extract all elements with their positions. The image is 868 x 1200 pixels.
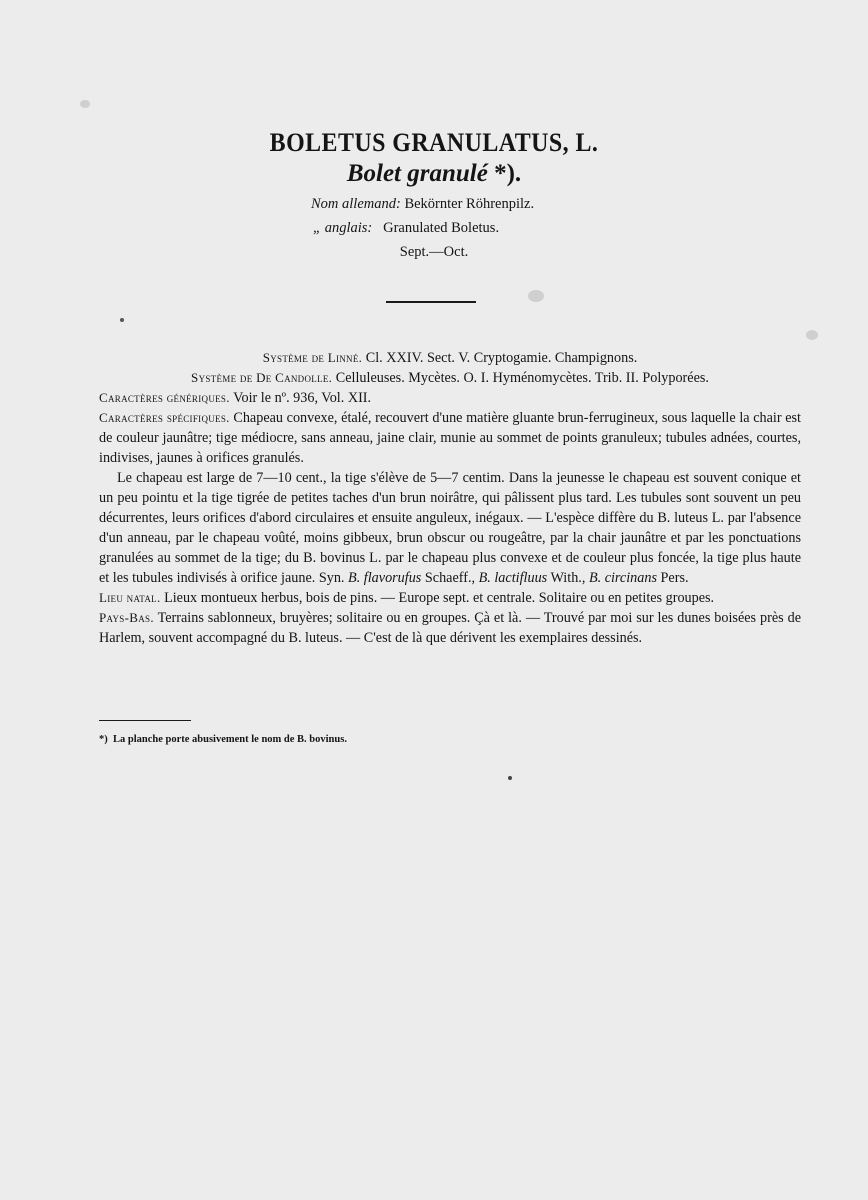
paper-speck bbox=[806, 330, 818, 340]
linne-label: Système de Linné. bbox=[262, 350, 363, 365]
specific-characters bbox=[99, 408, 801, 468]
synonym-3: B. circinans bbox=[588, 570, 657, 586]
season: Sept.—Oct. bbox=[399, 244, 469, 260]
common-name-fr bbox=[0, 160, 868, 188]
paper-speck bbox=[508, 776, 512, 780]
specific-label: Caractères spécifiques. bbox=[99, 410, 230, 425]
common-name-fr-text: Bolet granulé bbox=[346, 160, 488, 187]
netherlands-label: Pays-Bas. bbox=[99, 610, 154, 625]
title-divider bbox=[386, 301, 476, 303]
english-name-row bbox=[313, 220, 499, 237]
paper-speck bbox=[120, 318, 124, 322]
page-title: BOLETUS GRANULATUS, L. bbox=[269, 128, 599, 157]
english-name-label: „ anglais: bbox=[313, 220, 373, 236]
paper-speck bbox=[80, 100, 90, 108]
candolle-text: Celluleuses. Mycètes. O. I. Hyménomycètes. Trib. II. Polyporées. bbox=[335, 370, 709, 386]
description-text: Le chapeau est large de 7—10 cent., la tige s'élève de 5—7 centim. Dans la jeunesse le chapeau est souvent conique et un peu pointu et la tige tigrée de petites taches d'un brun noirâtre, qui pâlissent plus tard. Les tubules sont souvent un peu décurrentes, leurs orifices d'abord circulaires et ensuite anguleux, inégaux. — L'espèce diffère du B. luteus L. par l'absence d'un anneau, par le chapeau voûté, moins gibbeux, brun obscur ou rougeâtre, par la chair jaunâtre et par les ponctuations granulées au sommet de la tige; du B. bovinus L. par le chapeau plus convexe et de couleur plus foncée, la tige plus haute et les tubules indivisés à orifice jaune. bbox=[99, 470, 801, 586]
generic-characters bbox=[99, 388, 801, 408]
candolle-system bbox=[99, 368, 801, 388]
linne-text: Cl. XXIV. Sect. V. Cryptogamie. Champignons. bbox=[365, 350, 638, 366]
linne-system bbox=[99, 348, 801, 368]
footnote-text: La planche porte abusivement le nom de B. bovinus. bbox=[113, 734, 347, 745]
specific-text: Chapeau convexe, étalé, recouvert d'une matière gluante brun-ferrugineux, sous laquelle la chair est de couleur jaunâtre; tige médiocre, sans anneau, jaine clair, munie au sommet de points granuleux; tubules adnées, courtes, indivises, jaunes à orifices granulés. bbox=[99, 410, 801, 466]
generic-text: Voir le nº. 936, Vol. XII. bbox=[233, 390, 372, 406]
synonym-3-author: Pers. bbox=[660, 570, 689, 586]
habitat-text: Lieux montueux herbus, bois de pins. — Europe sept. et centrale. Solitaire ou en petites groupes. bbox=[164, 590, 715, 606]
english-name: Granulated Boletus. bbox=[383, 220, 500, 236]
synonym-2-author: With., bbox=[550, 570, 586, 586]
habitat-paragraph bbox=[99, 588, 801, 608]
candolle-label: Système de De Candolle. bbox=[191, 370, 333, 385]
german-name: Bekörnter Röhrenpilz. bbox=[404, 196, 535, 212]
paper-speck bbox=[528, 290, 544, 302]
footnote bbox=[99, 734, 347, 745]
footnote-mark: *) bbox=[99, 734, 108, 745]
habitat-label: Lieu natal. bbox=[99, 590, 161, 605]
footnote-reference: *). bbox=[494, 160, 522, 187]
german-name-label: Nom allemand: bbox=[311, 196, 401, 212]
synonym-2: B. lactifluus bbox=[478, 570, 548, 586]
netherlands-paragraph bbox=[99, 608, 801, 648]
synonyms-label: Syn. bbox=[318, 570, 345, 586]
generic-label: Caractères génériques. bbox=[99, 390, 230, 405]
netherlands-text: Terrains sablonneux, bruyères; solitaire ou en groupes. Çà et là. — Trouvé par moi sur les dunes boisées près de Harlem, souvent accompagné du B. luteus. — C'est de là que dérivent les exemplaires dessinés. bbox=[99, 610, 801, 646]
description-paragraph bbox=[99, 468, 801, 588]
footnote-divider bbox=[99, 720, 191, 721]
synonym-1-author: Schaeff., bbox=[424, 570, 476, 586]
german-name-row bbox=[311, 196, 534, 213]
synonym-1: B. flavorufus bbox=[348, 570, 422, 586]
description-body bbox=[99, 348, 801, 648]
